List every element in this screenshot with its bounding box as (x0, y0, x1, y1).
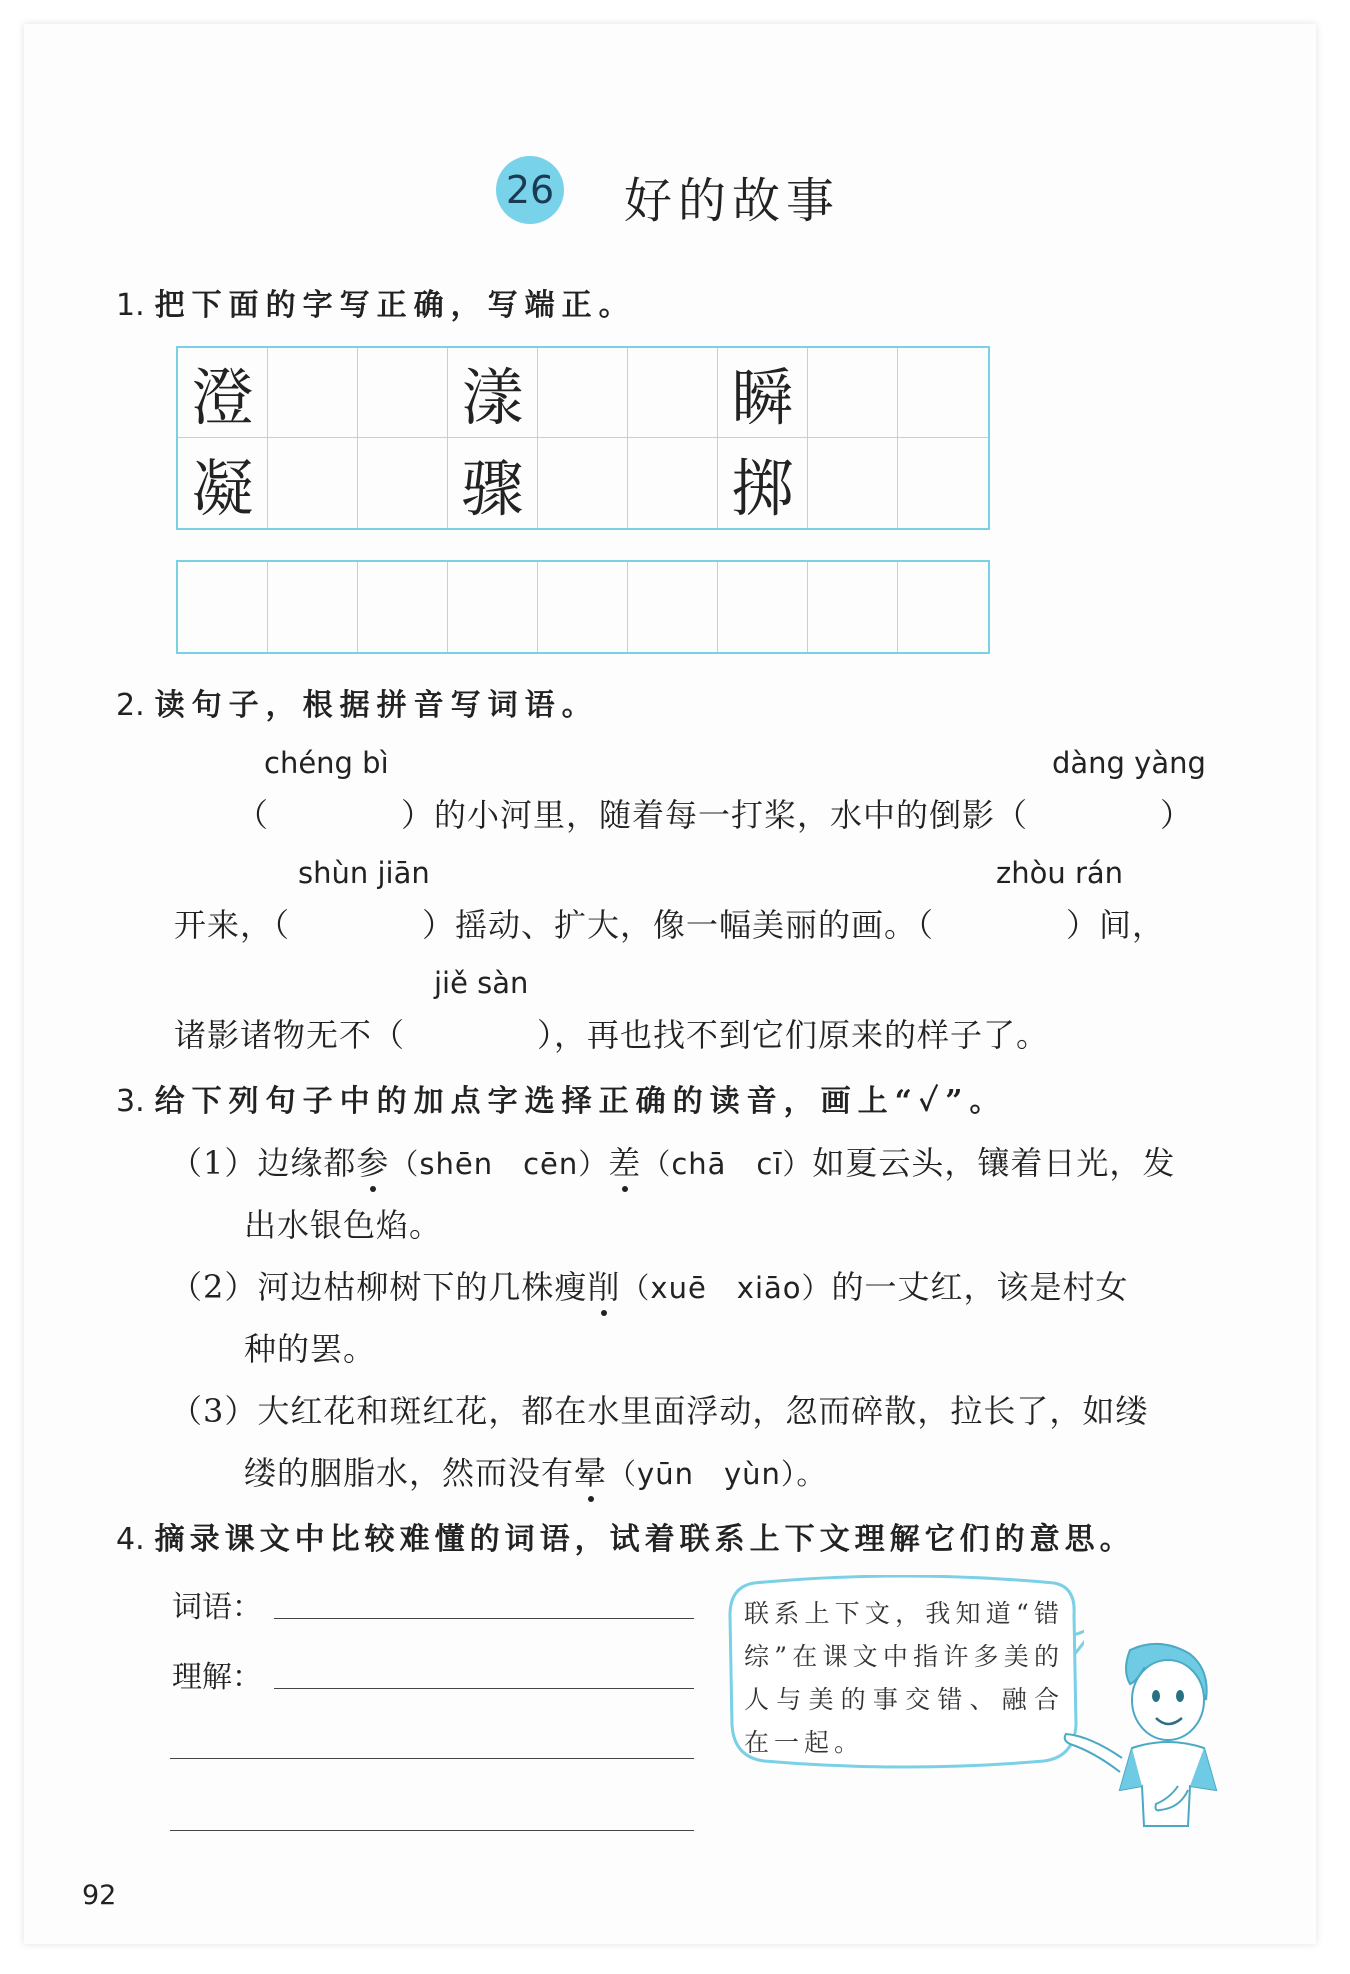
q3-item-2-cont: 种的罢。 (244, 1330, 377, 1368)
grid-cell[interactable] (808, 438, 898, 528)
dotted-char: 差 (608, 1144, 642, 1182)
q4-heading (116, 1514, 1135, 1558)
item-text: 边缘都 (257, 1144, 357, 1182)
q3-item-1-cont: 出水银色焰。 (244, 1206, 443, 1244)
q2-line-1: （ ）的小河里，随着每一打桨，水中的倒影（ ） (236, 796, 1194, 834)
hint-text: 联系上下文，我知道“错综”在课文中指许多美的人与美的事交错、融合在一起。 (744, 1599, 1064, 1757)
q3-number: 3. (116, 1084, 145, 1119)
lesson-number-badge: 26 (496, 156, 564, 224)
q1-number: 1. (116, 288, 145, 323)
meaning-answer-line-2[interactable] (170, 1758, 694, 1759)
item-text: 大红花和斑红花，都在水里面浮动，忽而碎散，拉长了，如缕 (257, 1392, 1149, 1430)
q4-prompt: 摘录课文中比较难懂的词语，试着联系上下文理解它们的意思。 (154, 1522, 1135, 1557)
pinyin-shunjian: shùn jiān (298, 856, 430, 890)
dotted-char: 参 (356, 1144, 390, 1182)
grid-cell[interactable] (898, 348, 988, 438)
q2-prompt: 读句子，根据拼音写词语。 (154, 688, 599, 723)
grid-cell: 漾 (448, 348, 538, 438)
grid-cell[interactable] (628, 348, 718, 438)
item-text: 缕的胭脂水，然而没有 (244, 1454, 575, 1492)
grid-cell[interactable] (898, 562, 988, 652)
item-text: 的一丈红，该是村女 (831, 1268, 1129, 1306)
meaning-answer-line[interactable] (274, 1688, 694, 1689)
meaning-answer-line-3[interactable] (170, 1830, 694, 1831)
pinyin-zhouran: zhòu rán (996, 856, 1124, 890)
q3-prompt: 给下列句子中的加点字选择正确的读音，画上“✓”。 (154, 1084, 1007, 1119)
grid-cell: 凝 (178, 438, 268, 528)
grid-cell[interactable] (268, 562, 358, 652)
grid-cell[interactable] (358, 562, 448, 652)
pinyin-dangyang: dàng yàng (1052, 746, 1206, 780)
q1-heading (116, 280, 636, 324)
q2-heading (116, 680, 599, 724)
grid-cell[interactable] (808, 348, 898, 438)
word-label: 词语： (172, 1590, 262, 1625)
grid-cell[interactable] (268, 438, 358, 528)
dotted-char: 晕 (574, 1454, 608, 1492)
grid-cell[interactable] (448, 562, 538, 652)
pinyin-chengbi: chéng bì (264, 746, 389, 780)
grid-cell[interactable] (538, 562, 628, 652)
q1-writing-grid (176, 346, 990, 530)
item-number: （2） (170, 1268, 258, 1306)
q2-number: 2. (116, 688, 145, 723)
lesson-title: 好的故事 (624, 173, 841, 229)
q3-item-1 (170, 1138, 1175, 1184)
item-number: （3） (170, 1392, 258, 1430)
q3-item-2 (170, 1262, 1129, 1308)
grid-cell[interactable] (628, 438, 718, 528)
grid-cell: 瞬 (718, 348, 808, 438)
q3-heading (116, 1076, 1007, 1120)
grid-cell[interactable] (538, 438, 628, 528)
grid-cell[interactable] (538, 348, 628, 438)
grid-cell[interactable] (808, 562, 898, 652)
page-number: 92 (82, 1880, 117, 1911)
grid-cell: 骤 (448, 438, 538, 528)
reading-options[interactable]: （chā cī） (641, 1147, 813, 1181)
grid-cell[interactable] (268, 348, 358, 438)
grid-cell[interactable] (898, 438, 988, 528)
item-text: 如夏云头，镶着日光，发 (812, 1144, 1176, 1182)
q2-line-3: 诸影诸物无不（ ），再也找不到它们原来的样子了。 (174, 1016, 1050, 1054)
reading-options[interactable]: （yūn yùn）。 (607, 1457, 827, 1491)
grid-cell[interactable] (358, 348, 448, 438)
grid-cell[interactable] (178, 562, 268, 652)
q4-number: 4. (116, 1522, 145, 1557)
q3-item-3-cont (244, 1448, 826, 1494)
q1-extra-grid (176, 560, 990, 654)
meaning-label: 理解： (172, 1660, 262, 1695)
boy-illustration (1060, 1640, 1230, 1830)
grid-cell[interactable] (718, 562, 808, 652)
item-number: （1） (170, 1144, 258, 1182)
q1-prompt: 把下面的字写正确，写端正。 (154, 288, 636, 323)
q3-item-3 (170, 1386, 1148, 1432)
pinyin-jiesan: jiě sàn (434, 966, 529, 1000)
reading-options[interactable]: （xuē xiāo） (620, 1271, 832, 1305)
q2-line-2: 开来，（ ）摇动、扩大，像一幅美丽的画。（ ）间， (174, 906, 1166, 944)
grid-cell: 澄 (178, 348, 268, 438)
dotted-char: 削 (587, 1268, 621, 1306)
grid-cell: 掷 (718, 438, 808, 528)
grid-cell[interactable] (628, 562, 718, 652)
reading-options[interactable]: （shēn cēn） (389, 1147, 609, 1181)
item-text: 河边枯柳树下的几株瘦 (257, 1268, 588, 1306)
word-answer-line[interactable] (274, 1618, 694, 1619)
grid-cell[interactable] (358, 438, 448, 528)
